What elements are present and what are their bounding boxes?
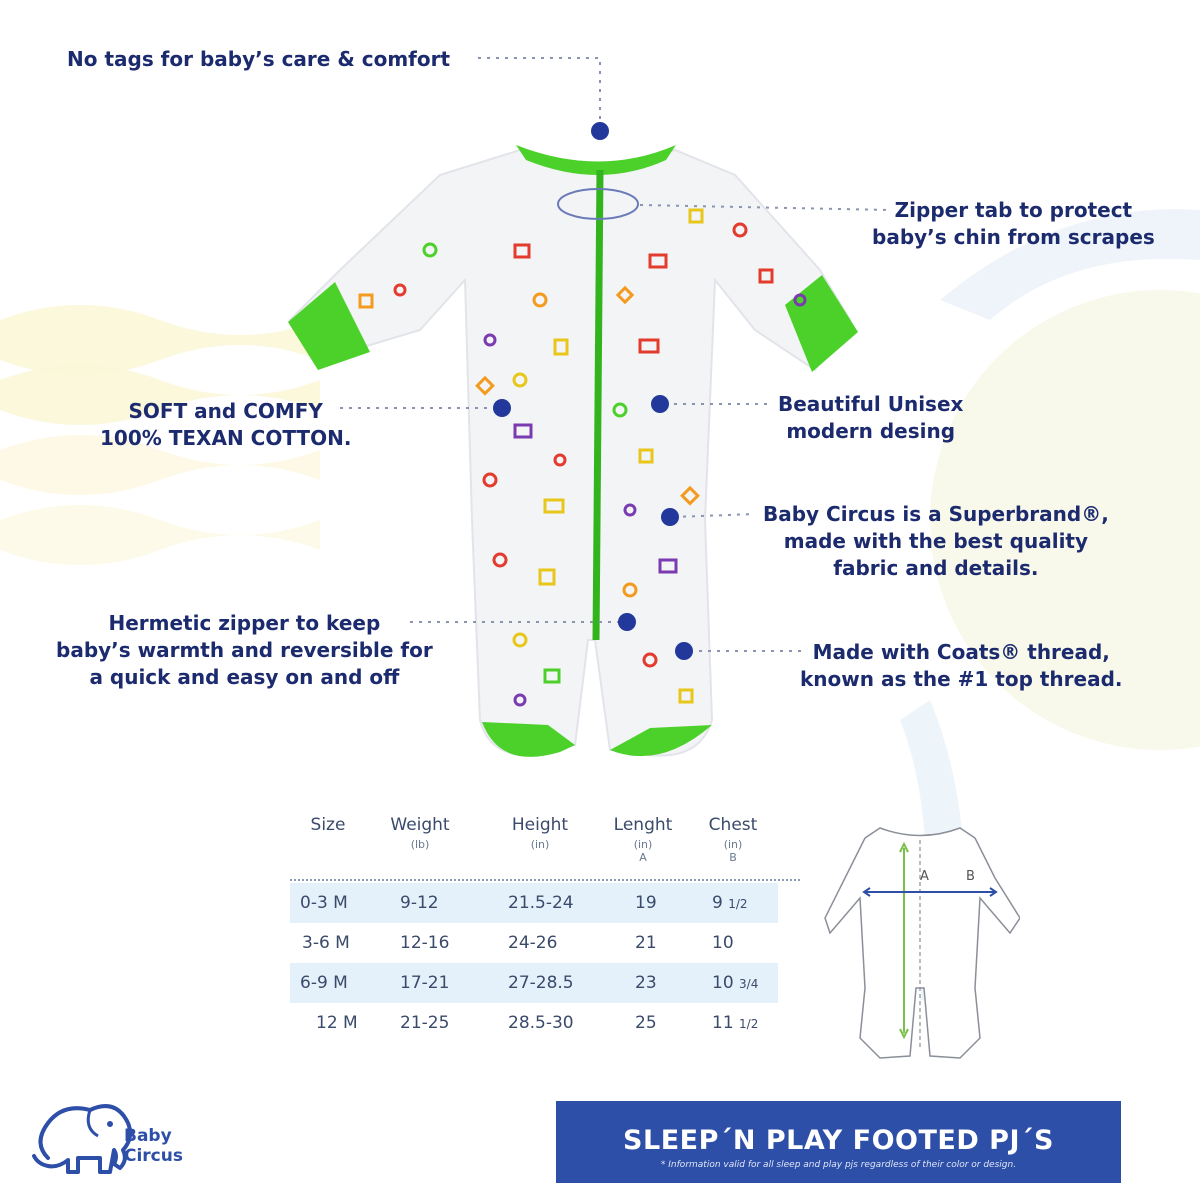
cell-length: 25 [635, 1013, 657, 1033]
dot-unisex [651, 395, 669, 413]
callout-line: fabric and details. [833, 556, 1039, 580]
cell-chest [712, 973, 758, 993]
table-row [290, 923, 800, 963]
brand-logo [28, 1088, 203, 1178]
table-row [290, 963, 778, 1003]
chest-fraction: 1/2 [728, 897, 748, 911]
header-tag: A [639, 851, 647, 864]
callout-coats-thread [800, 639, 1123, 693]
elephant-icon [28, 1088, 138, 1178]
table-row [290, 883, 778, 923]
header-unit: (in) [633, 838, 653, 851]
callout-line: baby’s chin from scrapes [872, 225, 1155, 249]
callout-no-tags [67, 46, 450, 73]
cell-height: 24-26 [508, 933, 558, 953]
callout-line: SOFT and COMFY [128, 399, 323, 423]
diagram-label-a: A [920, 869, 929, 884]
callout-line: Made with Coats® thread, [812, 640, 1110, 664]
callout-line: Baby Circus is a Superbrand®, [763, 502, 1109, 526]
product-banner [556, 1101, 1121, 1183]
dot-soft [493, 399, 511, 417]
chest-whole: 9 [712, 893, 723, 913]
header-size [298, 815, 358, 835]
cell-length: 23 [635, 973, 657, 993]
logo-line: Baby [124, 1126, 172, 1146]
header-label: Height [511, 815, 569, 835]
chest-fraction: 3/4 [739, 977, 759, 991]
header-label: Chest [708, 815, 758, 835]
cell-size: 0-3 M [300, 893, 348, 913]
banner-title: SLEEP´N PLAY FOOTED PJ´S [623, 1125, 1054, 1156]
diagram-label-b: B [966, 869, 975, 884]
dot-coats [675, 642, 693, 660]
header-length [608, 815, 678, 864]
cell-weight: 21-25 [400, 1013, 450, 1033]
callout-line: Zipper tab to protect [894, 198, 1133, 222]
cell-size: 12 M [316, 1013, 358, 1033]
table-row [290, 1003, 800, 1043]
chest-whole: 10 [712, 973, 734, 993]
callout-zipper-tab [872, 197, 1155, 251]
callout-line: baby’s warmth and reversible for [56, 638, 433, 662]
cell-length: 21 [635, 933, 657, 953]
callout-line: Beautiful Unisex [778, 392, 964, 416]
header-label: Weight [390, 815, 450, 835]
callout-line: a quick and easy on and off [89, 665, 400, 689]
table-divider [290, 879, 800, 881]
callout-line: modern desing [786, 419, 956, 443]
chest-whole: 10 [712, 933, 734, 953]
callout-no-tags-text: No tags for baby’s care & comfort [67, 47, 451, 71]
header-label: Size [310, 815, 346, 835]
header-unit: (lb) [410, 838, 430, 851]
cell-weight: 9-12 [400, 893, 439, 913]
header-unit: (in) [723, 838, 743, 851]
cell-length: 19 [635, 893, 657, 913]
callout-line: made with the best quality [783, 529, 1089, 553]
dot-tags [591, 122, 609, 140]
cell-chest [712, 1013, 758, 1033]
cell-weight: 12-16 [400, 933, 450, 953]
header-weight [385, 815, 455, 851]
callout-superbrand [763, 501, 1109, 582]
header-chest [700, 815, 766, 864]
chest-whole: 11 [712, 1013, 734, 1033]
header-label: Lenght [613, 815, 673, 835]
cell-chest [712, 933, 734, 953]
callout-soft-cotton [100, 398, 351, 452]
callout-unisex [778, 391, 963, 445]
cell-height: 28.5-30 [508, 1013, 574, 1033]
header-tag: B [729, 851, 737, 864]
cell-height: 27-28.5 [508, 973, 574, 993]
brand-wordmark [124, 1126, 183, 1166]
table-header-row [290, 815, 800, 879]
callout-hermetic-zipper [56, 610, 433, 691]
callout-line: known as the #1 top thread. [800, 667, 1123, 691]
measurement-diagram [820, 818, 1020, 1063]
cell-size: 3-6 M [302, 933, 350, 953]
cell-height: 21.5-24 [508, 893, 574, 913]
chest-fraction: 1/2 [739, 1017, 759, 1031]
header-unit: (in) [530, 838, 550, 851]
callout-line: Hermetic zipper to keep [108, 611, 381, 635]
header-height [505, 815, 575, 851]
logo-line: Circus [124, 1146, 183, 1166]
cell-size: 6-9 M [300, 973, 348, 993]
banner-note: * Information valid for all sleep and play pjs regardless of their color or design. [660, 1160, 1017, 1170]
dot-superbrand [661, 508, 679, 526]
size-chart-table [290, 815, 800, 1043]
dot-hermetic [618, 613, 636, 631]
callout-line: 100% TEXAN COTTON. [100, 426, 352, 450]
cell-weight: 17-21 [400, 973, 450, 993]
cell-chest [712, 893, 748, 913]
